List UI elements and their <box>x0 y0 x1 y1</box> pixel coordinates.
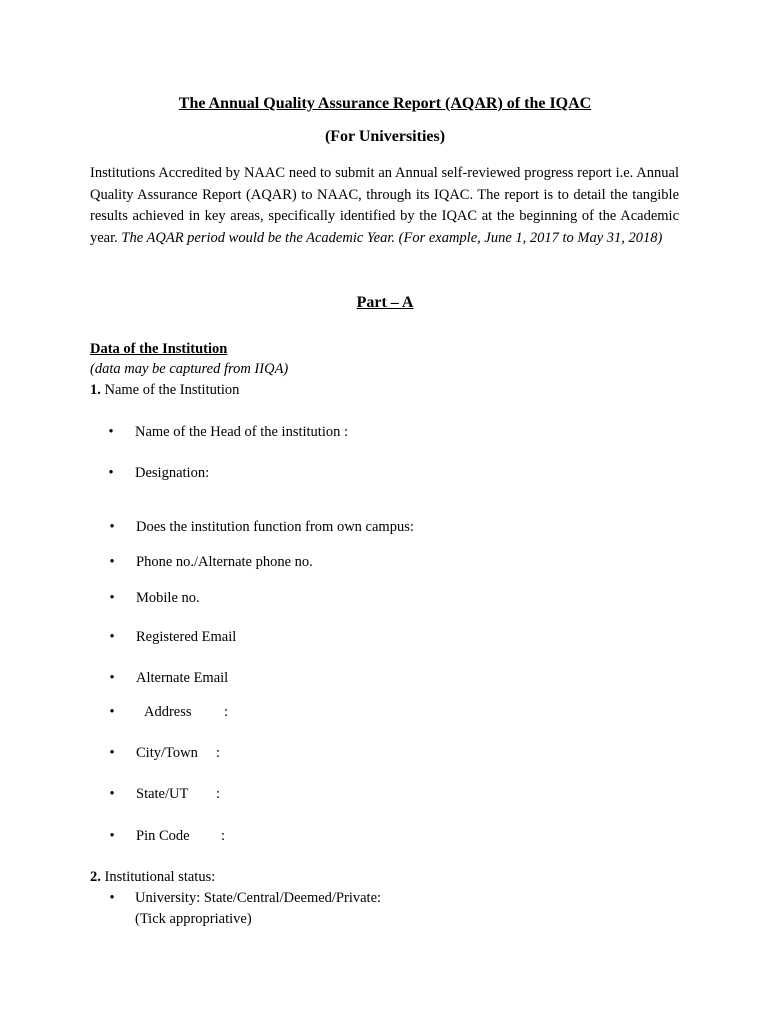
bullet-icon: • <box>109 828 115 844</box>
section-note: (data may be captured from IIQA) <box>90 361 289 377</box>
bullet-icon: • <box>108 424 114 440</box>
question-2-text: Institutional status: <box>104 869 216 885</box>
intro-paragraph <box>90 163 679 249</box>
bullet-icon: • <box>109 670 115 686</box>
bullet-icon: • <box>109 890 115 906</box>
field-label-head: Name of the Head of the institution : <box>135 424 349 440</box>
field-label-university-type: University: State/Central/Deemed/Private: <box>135 890 382 906</box>
field-label-designation: Designation: <box>135 465 210 481</box>
question-2-number: 2. <box>90 869 101 885</box>
intro-text: Institutions Accredited by NAAC need to submit an Annual self-reviewed progress report i.e. Annual Quality Assurance Report (AQAR) to NAAC, through its IQAC. The report is to detail the tangible results achieved in key areas, specifically identified by the IQAC at the beginning of the Academic year. <box>90 165 679 246</box>
bullet-icon: • <box>109 704 115 720</box>
bullet-icon: • <box>109 629 115 645</box>
field-label-mobile: Mobile no. <box>136 590 200 606</box>
question-2 <box>90 869 215 886</box>
section-heading: Data of the Institution <box>90 341 228 357</box>
document-title: The Annual Quality Assurance Report (AQAR) of the IQAC <box>178 95 592 112</box>
bullet-icon: • <box>109 554 115 570</box>
bullet-icon: • <box>108 465 114 481</box>
intro-italic-text: The AQAR period would be the Academic Year. (For example, June 1, 2017 to May 31, 2018) <box>121 229 663 246</box>
field-label-own-campus: Does the institution function from own campus: <box>136 519 414 535</box>
bullet-icon: • <box>109 519 115 535</box>
field-label-phone: Phone no./Alternate phone no. <box>136 554 313 570</box>
document-subtitle: (For Universities) <box>324 128 446 145</box>
field-separator: : <box>224 704 229 720</box>
field-label-state: State/UT <box>136 786 189 802</box>
question-1 <box>90 382 239 399</box>
field-label-pin-code: Pin Code <box>136 828 190 844</box>
question-1-text: Name of the Institution <box>104 382 240 398</box>
field-separator: : <box>221 828 226 844</box>
field-label-city: City/Town <box>136 745 198 761</box>
bullet-icon: • <box>109 786 115 802</box>
field-separator: : <box>216 745 221 761</box>
question-1-number: 1. <box>90 382 101 398</box>
field-label-address: Address <box>144 704 192 720</box>
part-heading: Part – A <box>356 294 414 311</box>
field-label-registered-email: Registered Email <box>136 629 237 645</box>
field-label-alternate-email: Alternate Email <box>136 670 229 686</box>
field-separator: : <box>216 786 221 802</box>
bullet-icon: • <box>109 590 115 606</box>
bullet-icon: • <box>109 745 115 761</box>
tick-note: (Tick appropriative) <box>135 911 252 927</box>
